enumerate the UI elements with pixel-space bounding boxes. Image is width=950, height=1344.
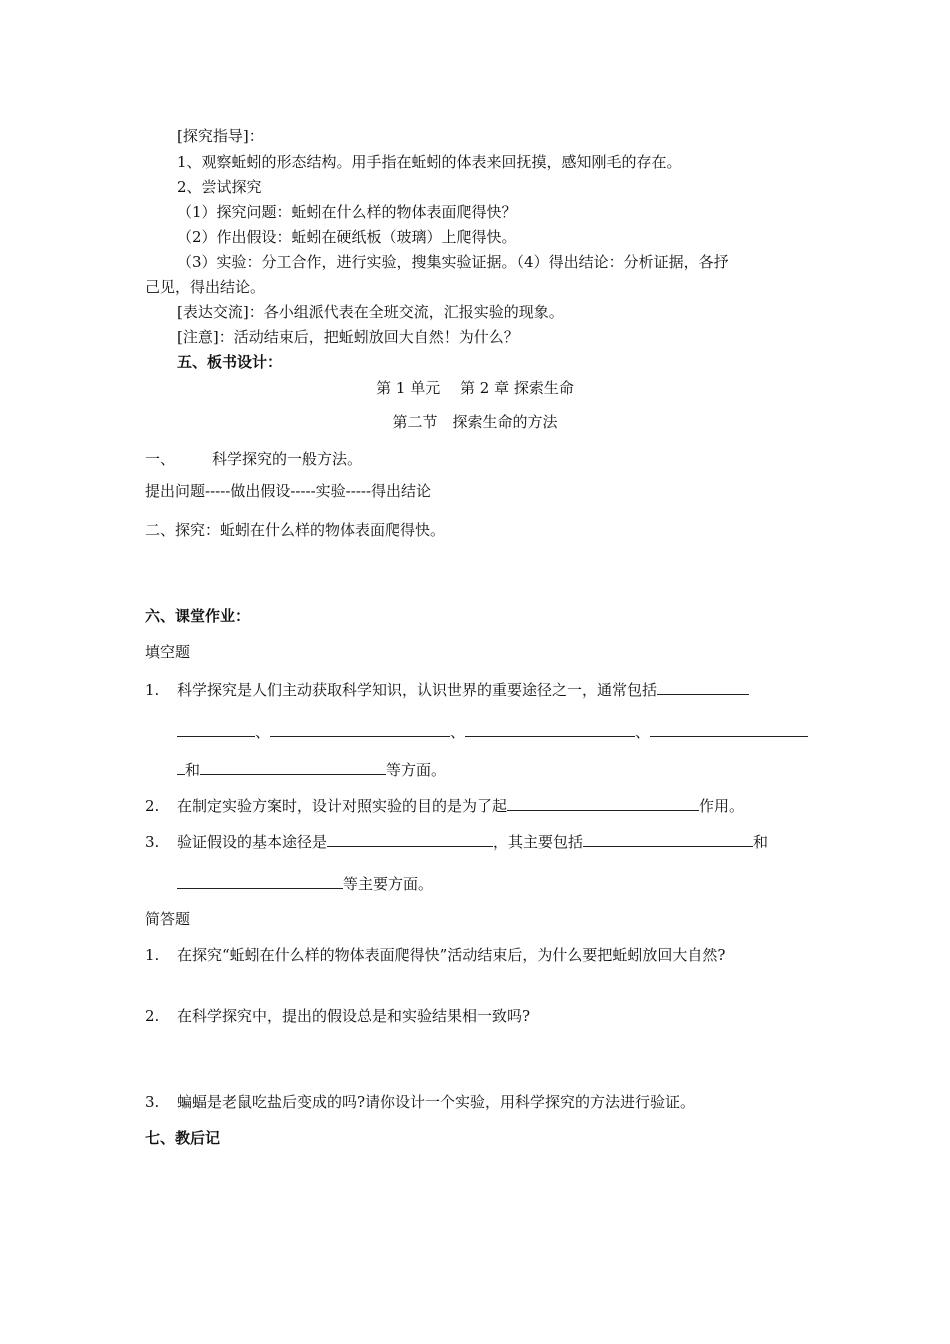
short-question-3-number: 3.	[145, 1093, 160, 1111]
answer-blank[interactable]	[657, 680, 749, 695]
question-1-line1	[177, 680, 749, 700]
section7-heading: 七、教后记	[145, 1129, 221, 1147]
question-3-number: 3.	[145, 833, 160, 851]
and-word: 和	[185, 761, 201, 779]
question-3-line1	[177, 832, 768, 852]
guide-sub-3a: （3）实验：分工合作，进行实验，搜集实验证据。（4）得出结论：分析证据，各抒	[177, 253, 729, 271]
question-2-number: 2.	[145, 797, 160, 815]
section6-heading: 六、课堂作业：	[145, 607, 251, 625]
separator: 、	[255, 723, 271, 741]
guide-sub-1: （1）探究问题：蚯蚓在什么样的物体表面爬得快？	[177, 203, 517, 221]
question-3-tail: 等主要方面。	[343, 875, 434, 893]
question-1-text: 科学探究是人们主动获取科学知识，认识世界的重要途径之一，通常包括	[177, 681, 658, 699]
method-steps: 提出问题-----做出假设-----实验-----得出结论	[145, 482, 432, 500]
short-question-1-number: 1.	[145, 946, 160, 964]
guide-item-1: 1、观察蚯蚓的形态结构。用手指在蚯蚓的体表来回抚摸，感知刚毛的存在。	[177, 153, 682, 171]
question-1-number: 1.	[145, 681, 160, 699]
question-1-blanks	[177, 722, 808, 742]
answer-blank[interactable]	[465, 722, 635, 737]
question-1-end	[177, 760, 446, 780]
question-1-tail: 等方面。	[386, 761, 447, 779]
guide-item-2: 2、尝试探究	[177, 178, 262, 196]
separator: 、	[635, 723, 651, 741]
express-exchange: [表达交流]：各小组派代表在全班交流，汇报实验的现象。	[177, 303, 564, 321]
section5-heading: 五、板书设计：	[177, 353, 283, 371]
question-2-line	[177, 796, 744, 816]
question-2-tail: 作用。	[699, 797, 745, 815]
separator: 、	[450, 723, 466, 741]
and-word: 和	[753, 833, 769, 851]
guide-sub-3b: 己见，得出结论。	[145, 278, 266, 296]
guide-sub-2: （2）作出假设：蚯蚓在硬纸板（玻璃）上爬得快。	[177, 228, 517, 246]
answer-blank[interactable]	[177, 722, 255, 737]
answer-blank[interactable]	[270, 722, 450, 737]
answer-blank[interactable]	[177, 874, 343, 889]
question-3-end	[177, 874, 433, 894]
fill-blank-title: 填空题	[145, 643, 191, 661]
short-answer-title: 简答题	[145, 910, 191, 928]
answer-blank[interactable]	[650, 722, 808, 737]
board-unit-line: 第 1 单元 第 2 章 探索生命	[376, 379, 574, 397]
question-3-mid: ，其主要包括	[493, 833, 584, 851]
guide-title: [探究指导]：	[177, 127, 264, 145]
question-2-text: 在制定实验方案时，设计对照实验的目的是为了起	[177, 797, 508, 815]
question-3-text: 验证假设的基本途径是	[177, 833, 328, 851]
short-question-2-number: 2.	[145, 1007, 160, 1025]
board-section-line: 第二节 探索生命的方法	[392, 413, 558, 431]
answer-blank[interactable]	[327, 832, 493, 847]
point1-number: 一、	[145, 450, 176, 468]
point2: 二、探究：蚯蚓在什么样的物体表面爬得快。	[145, 521, 446, 539]
answer-blank[interactable]	[177, 760, 185, 775]
point1-text: 科学探究的一般方法。	[212, 450, 363, 468]
short-question-3-text: 蝙蝠是老鼠吃盐后变成的吗?请你设计一个实验，用科学探究的方法进行验证。	[177, 1093, 696, 1111]
answer-blank[interactable]	[507, 796, 699, 811]
short-question-2-text: 在科学探究中，提出的假设总是和实验结果相一致吗?	[177, 1007, 531, 1025]
short-question-1-text: 在探究“蚯蚓在什么样的物体表面爬得快”活动结束后，为什么要把蚯蚓放回大自然?	[177, 946, 726, 964]
answer-blank[interactable]	[200, 760, 386, 775]
note: [注意]：活动结束后，把蚯蚓放回大自然！为什么？	[177, 328, 519, 346]
answer-blank[interactable]	[583, 832, 753, 847]
